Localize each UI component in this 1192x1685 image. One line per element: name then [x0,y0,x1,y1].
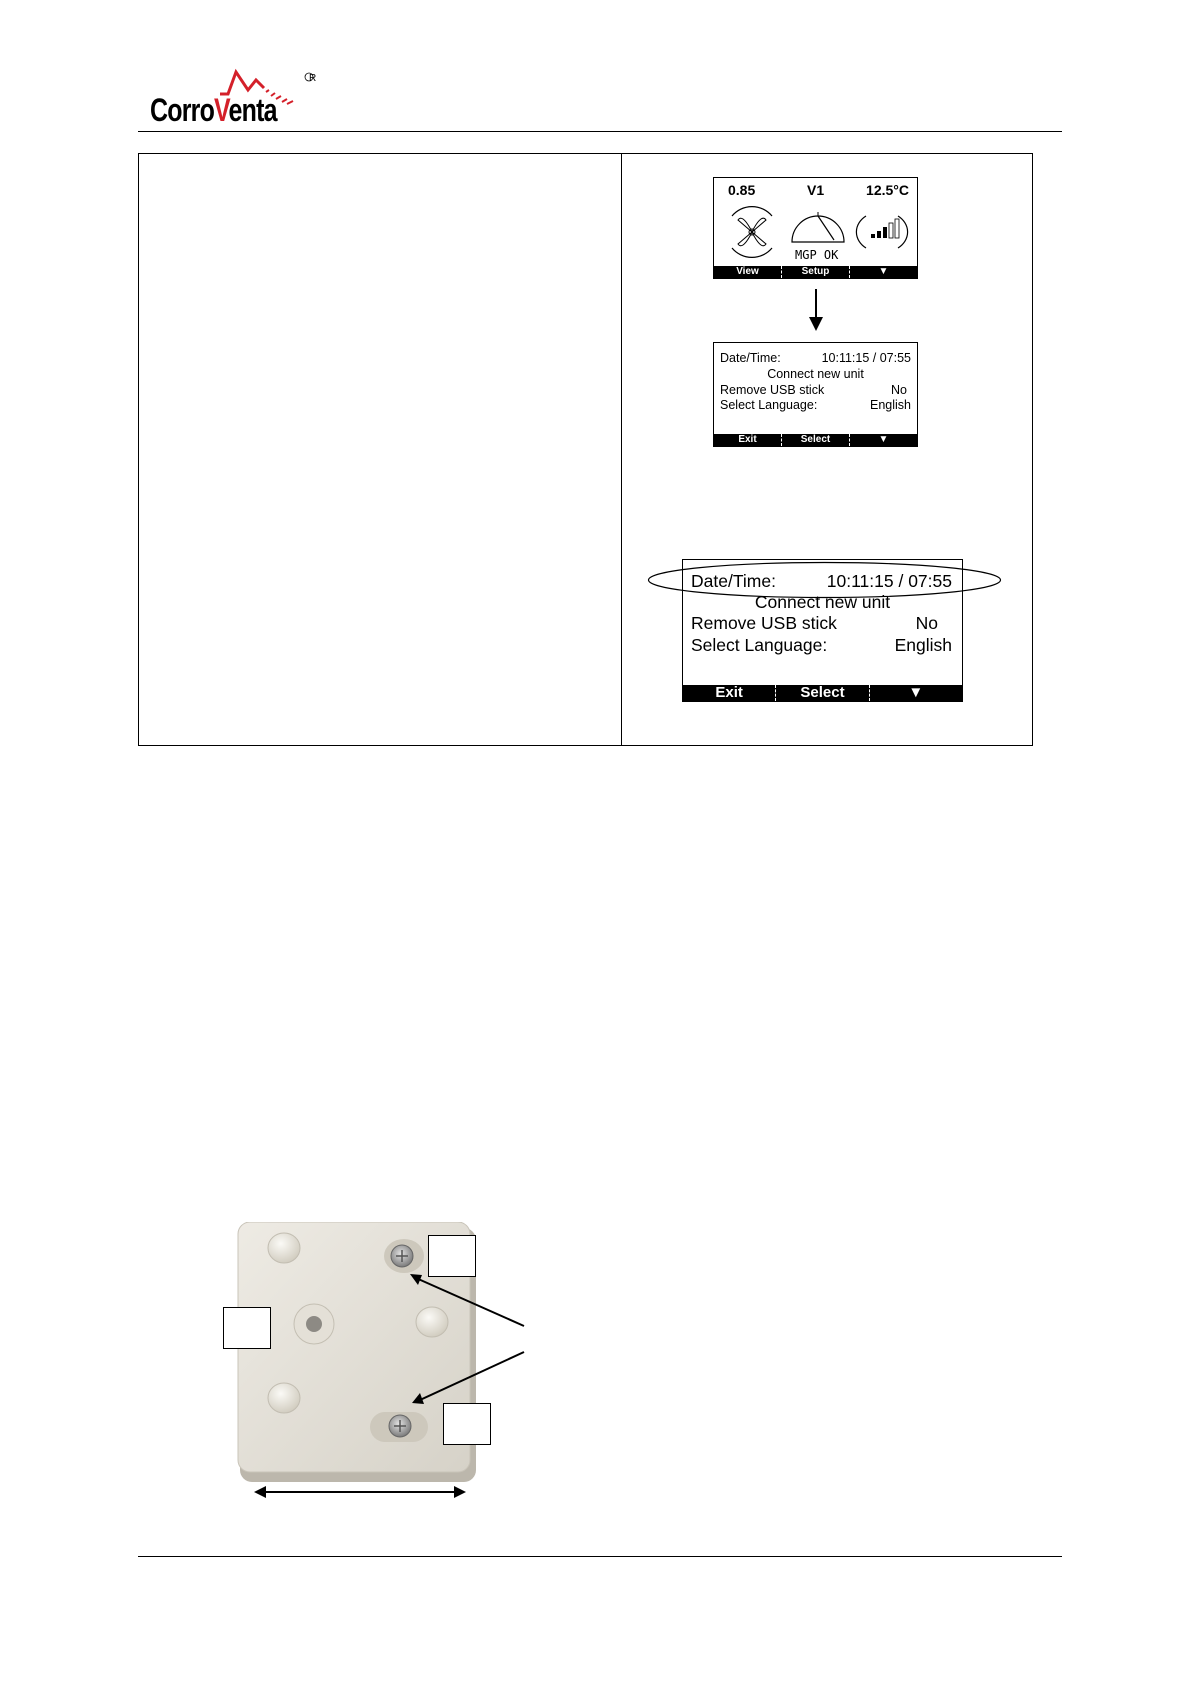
menu-row-datetime [720,351,911,365]
menu-row-usb [691,613,952,634]
softkey-down[interactable]: ▼ [849,434,917,446]
softkey-down[interactable]: ▼ [849,266,917,278]
footer-rule [138,1556,1062,1557]
down-arrow-icon [806,289,826,331]
lcd-value-left: 0.85 [728,182,756,198]
menu-value: No [891,383,907,397]
logo-text-red-v: V [214,92,229,128]
menu-value: 10:11:15 / 07:55 [826,571,952,591]
header-rule [138,131,1062,132]
screw-callout-arrows [400,1260,530,1420]
signal-strength-icon [856,216,907,248]
softkey-setup[interactable]: Setup [781,266,849,278]
lcd-value-right: 12.5°C [866,182,909,198]
logo-text-black: Corro [150,92,215,128]
gauge-icon [792,212,844,242]
menu-label: Date/Time: [691,571,776,591]
lcd-setup-softkeys-small [714,434,917,446]
lcd-main-screen [713,177,918,279]
menu-label: Remove USB stick [691,613,837,633]
menu-value: No [915,613,938,633]
softkey-view[interactable]: View [736,266,759,277]
menu-label: Remove USB stick [720,383,825,397]
callout-label-box-left [223,1307,271,1349]
menu-row-connect: Connect new unit [754,592,891,612]
softkey-select[interactable]: Select [775,685,868,701]
lcd-main-softkeys [714,266,917,278]
menu-label: Select Language: [691,635,828,655]
menu-value: English [870,398,911,412]
registered-mark: R [309,73,317,84]
table-column-divider [621,153,622,746]
menu-row-language [720,398,911,412]
lcd-dial-label: MGP OK [795,248,839,262]
logo-text-tail: enta [228,92,277,128]
softkey-exit[interactable]: Exit [715,684,743,701]
lcd-setup-menu-small [713,342,918,447]
datetime-highlight-ellipse [647,561,1002,599]
softkey-down[interactable]: ▼ [869,685,962,701]
menu-label: Select Language: [720,398,818,412]
menu-row-usb [720,383,911,397]
menu-value: English [894,635,952,655]
fan-icon [732,207,772,258]
menu-row-language [691,635,952,656]
menu-row-connect: Connect new unit [767,367,864,381]
menu-value: 10:11:15 / 07:55 [821,351,911,365]
lcd-value-center: V1 [807,182,825,198]
softkey-select[interactable]: Select [781,434,849,446]
lcd-setup-softkeys-large [683,685,962,701]
logo-wordmark [150,92,277,129]
menu-label: Date/Time: [720,351,781,365]
softkey-exit[interactable]: Exit [738,434,757,445]
width-dimension-arrow [254,1482,466,1502]
